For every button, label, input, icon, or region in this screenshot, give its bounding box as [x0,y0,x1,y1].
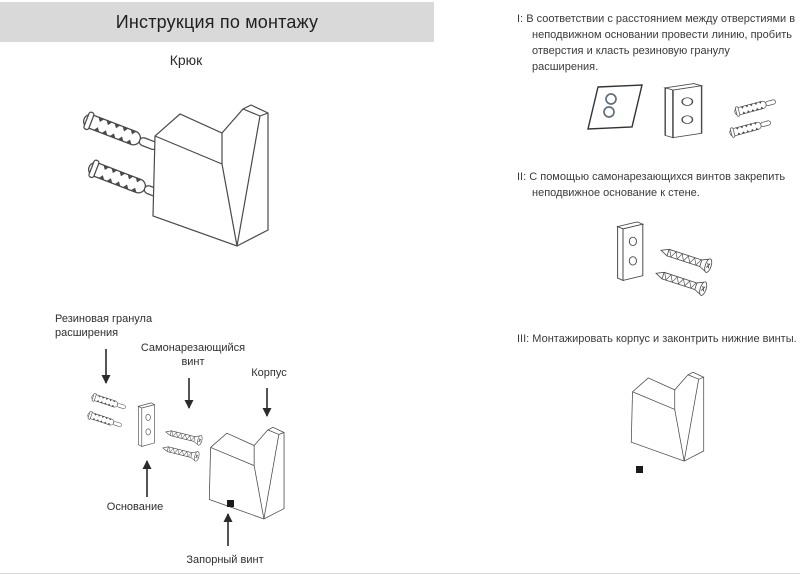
step-number: III: [517,333,530,345]
step-text: С помощью самонарезающихся винтов закрепить неподвижное основание к стене. [529,171,786,199]
step-1-figure [570,80,795,150]
step-text: В соответствии с расстоянием между отверстиями в неподвижном основании провести линию, пробить отверстия и класть резиновую гранулу расширения. [526,13,796,73]
screw-illustration [659,244,713,274]
step-3-figure [615,368,735,483]
wall-plug-illustration [81,111,160,156]
wall-plug-illustration [87,411,123,430]
screw-illustration [165,427,203,446]
label-locking-screw: Запорный винт [186,554,264,566]
label-rubber-plug: Резиновая гранула расширения [55,313,153,339]
base-plate-illustration [618,222,643,281]
step-2-text-block [517,169,799,201]
page-title: Инструкция по монтажу [115,11,319,32]
product-name: Крюк [169,52,203,68]
label-self-tapping-screw: Самонарезающийся винт [140,342,246,368]
locking-screw-mark [636,466,643,473]
wall-plug-illustration [734,97,777,117]
title-band [0,2,434,42]
step-text: Монтажировать корпус и законтрить нижние винты. [532,333,797,345]
base-plate-illustration [665,84,701,138]
step-3-text-block [517,331,799,347]
label-base: Основание [106,501,164,513]
screw-illustration [162,443,200,462]
label-body: Корпус [251,367,287,379]
screw-illustration [654,267,708,297]
base-plate-illustration [138,403,154,447]
step-1-text-block [517,11,799,75]
hook-body-illustration [631,372,703,461]
step-number: I: [517,13,524,25]
hook-body-illustration [153,105,268,246]
wall-plug-illustration [729,118,772,138]
step-number: II: [517,171,527,183]
exploded-diagram [40,330,320,573]
drill-template-illustration [588,85,642,129]
step-2-figure [600,212,780,312]
hook-body-illustration [209,427,284,519]
wall-plug-illustration [91,393,127,412]
locking-screw-mark [227,500,234,507]
hook-overview-drawing [75,95,315,265]
